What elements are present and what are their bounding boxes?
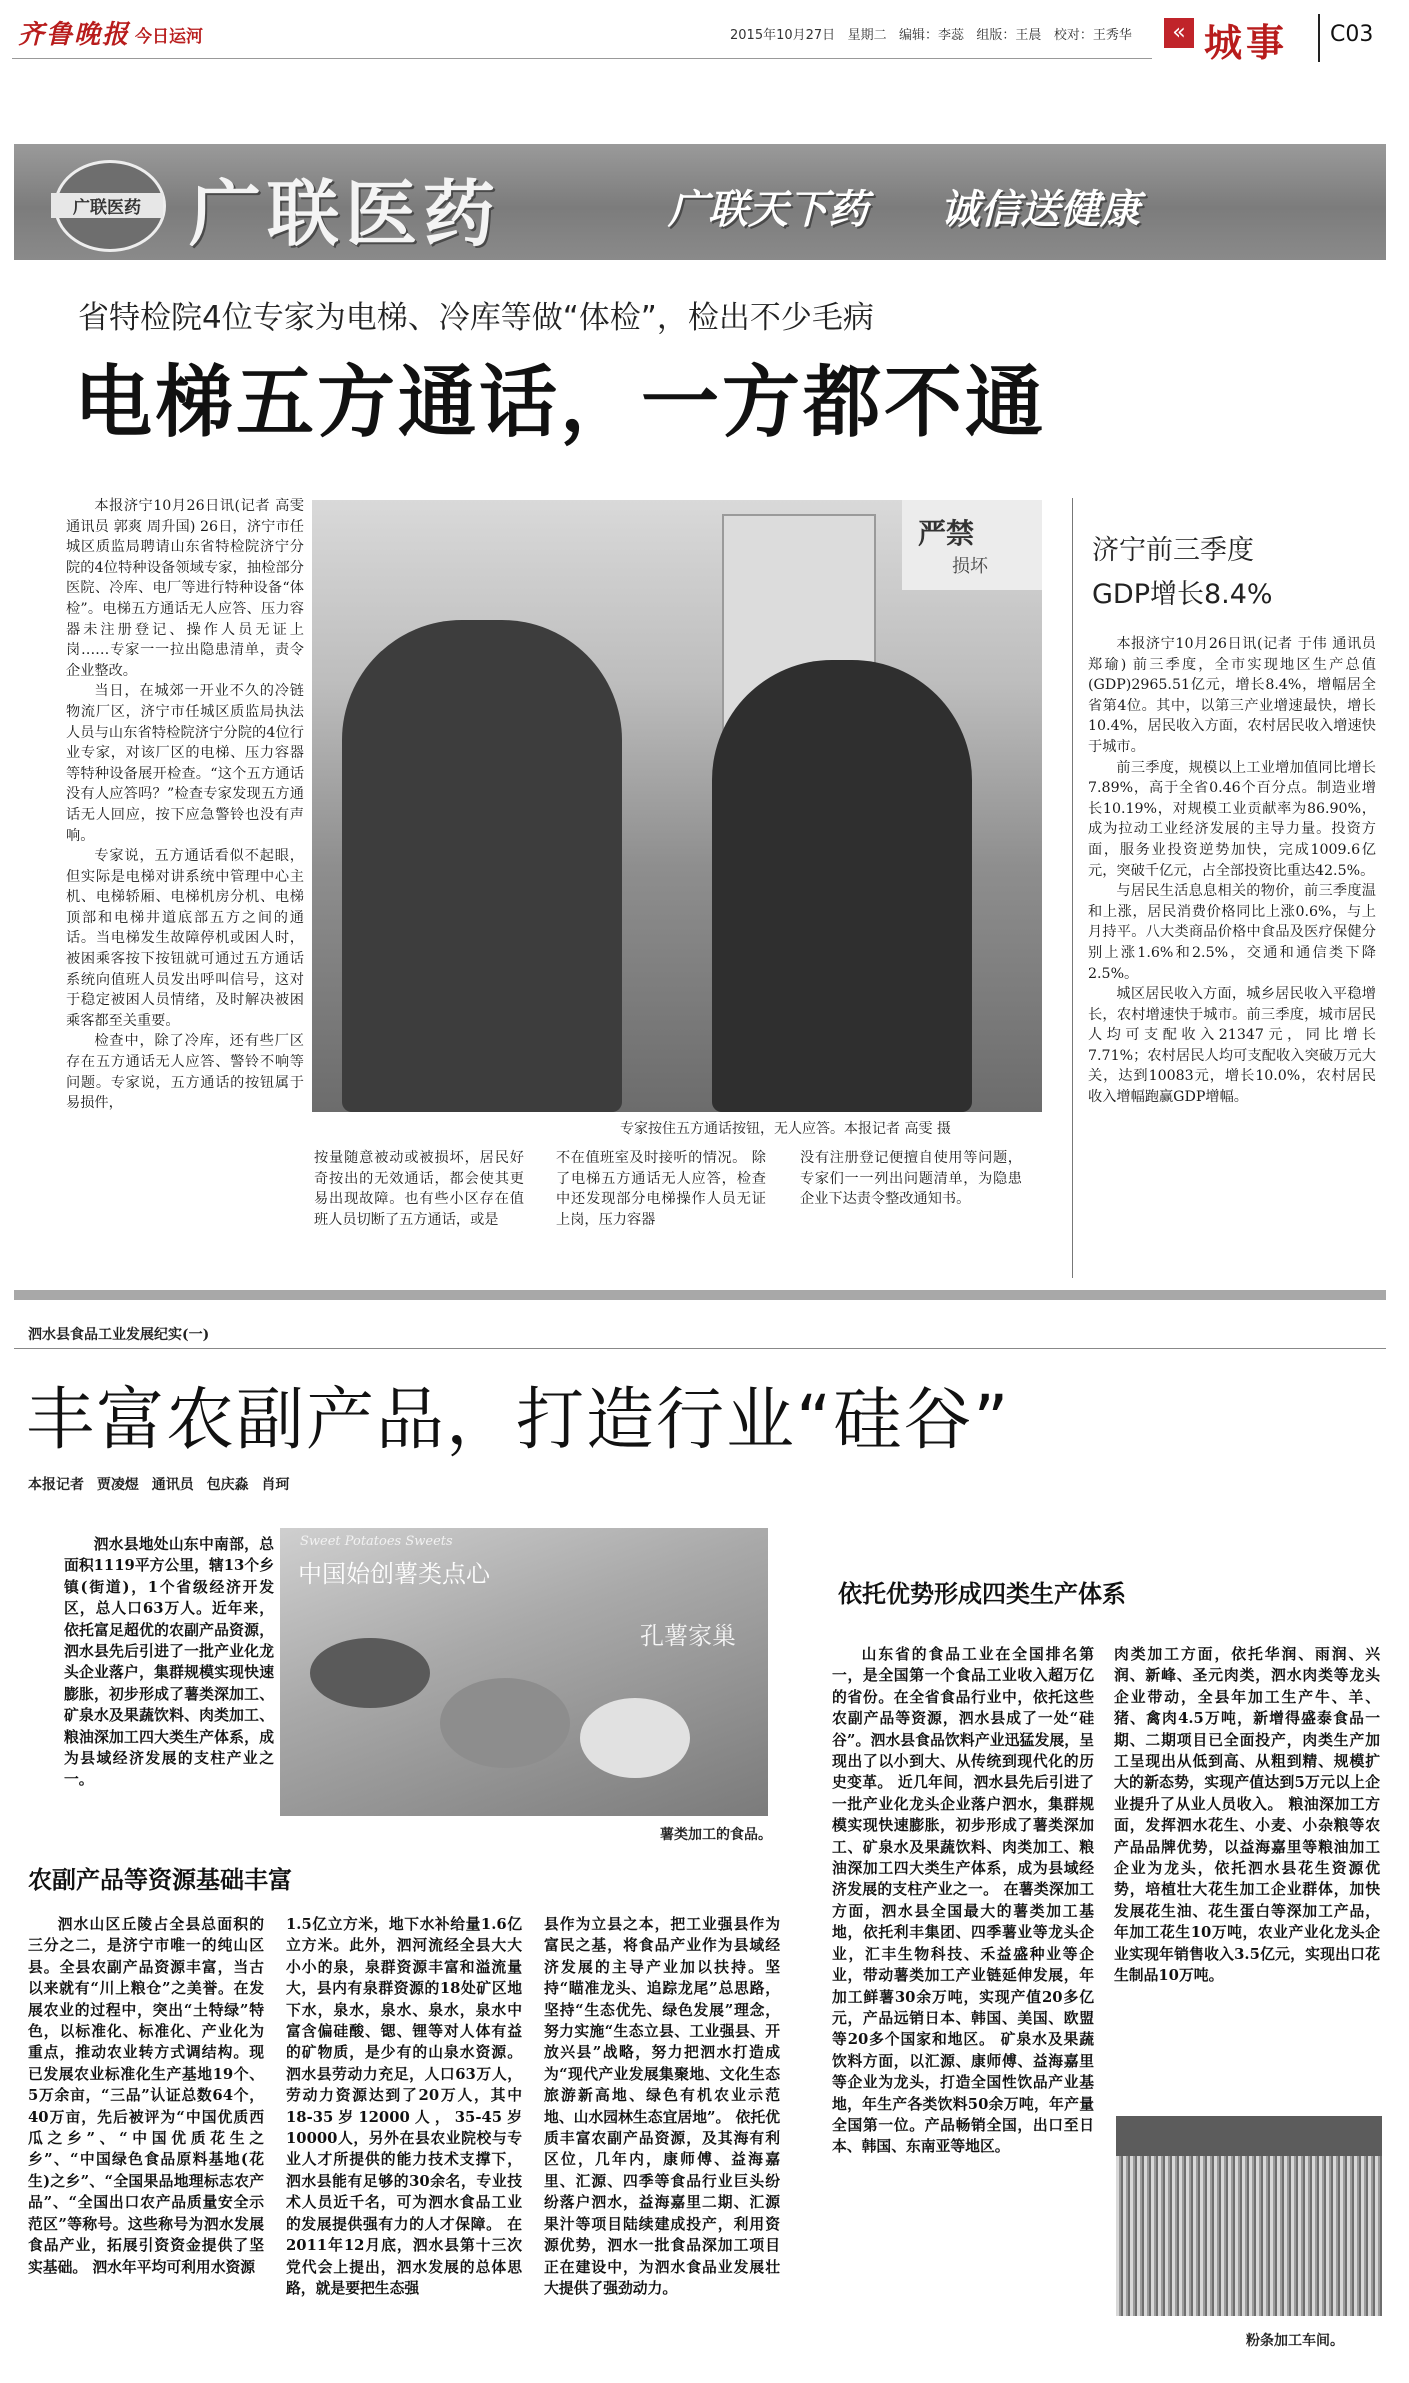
story2-paragraph: 泗水山区丘陵占全县总面积的三分之二，是济宁市唯一的纯山区县。全县农副产品资源丰富，当古以来就有“川上粮仓”之美誉。在发展农业的过程中，突出“土特绿”特色，以标准化、标准化、产业化为重点，推动农业转方式调结构。现已发展农业标准化生产基地19个、5万余亩，“三品”认证总数64个，40万亩，先后被评为“中国优质西瓜之乡”、“中国优质花生之乡”、“中国绿色食品原料基地(花生)之乡”、“全国果品地理标志农产品”、“全国出口农产品质量安全示范区”等称号。这些称号为泗水发展食品产业，拓展引资资金提供了坚实基础。 泗水年平均可利用水资源 — [28, 1916, 264, 2276]
story2-paragraph: 县作为立县之本，把工业强县作为富民之基，将食品产业作为县域经济发展的主导产业加以扶持。坚持“瞄准龙头、追踪龙尾”总思路，坚持“生态优先、绿色发展”理念，努力实施“生态立县、工业强县、开放兴县”战略，努力把泗水打造成为“现代产业发展集聚地、文化生态旅游新高地、绿色有机农业示范地、山水园林生态宜居地”。 依托优质丰富农副产品资源，及其海有利区位，几年内，康师傅、益海嘉里、汇源、四季等食品行业巨头纷纷落户泗水，益海嘉里二期、汇源果汁等项目陆续建成投产，利用资源优势，泗水一批食品深加工项目正在建设中，为泗水食品业发展壮大提供了强劲动力。 — [544, 1916, 780, 2297]
sidebar-paragraph: 前三季度，规模以上工业增加值同比增长7.89%，高于全省0.46个百分点。制造业增长10.19%，对规模工业贡献率为86.90%，成为拉动工业经济发展的主导力量。投资方面，服务业投资逆势加快，完成1009.6亿元，突破千亿元，占全部投资比重达42.5%。 — [1088, 759, 1376, 879]
photo-sign-text-2: 损坏 — [952, 556, 988, 577]
noodle-factory-photo — [1116, 2116, 1382, 2316]
sidebar-body — [1088, 634, 1376, 1108]
section-divider — [14, 1290, 1386, 1300]
ad-badge-icon — [54, 160, 166, 252]
story1-paragraph: 专家说，五方通话看似不起眼，但实际是电梯对讲系统中管理中心主机、电梯轿厢、电梯机房分机、电梯顶部和电梯井道底部五方之间的通话。当电梯发生故障停机或困人时，被困乘客按下按钮就可通过五方通话系统向值班人员发出呼叫信号，这对于稳定被困人员情绪，及时解决被困乘客都至关重要。 — [66, 848, 304, 1029]
noodle-photo-caption: 粉条加工车间。 — [1246, 2333, 1344, 2349]
person-left-figure — [342, 620, 622, 1112]
editor-credit: 编辑：李蕊 — [899, 28, 965, 43]
story2-column-a — [28, 1914, 264, 2278]
ad-badge-text: 广联医药 — [51, 193, 163, 218]
story2-paragraph: 肉类加工方面，依托华润、雨润、兴润、新峰、圣元肉类，泗水肉类等龙头企业带动，全县年加工生产牛、羊、猪、禽肉4.5万吨，新增得盛泰食品一期、二期项目已全面投产，肉类生产加工呈现出从低到高、从粗到精、规模扩大的新态势，实现产值达到5万元以上企业提升了从业人员收入。 粮油深加工方面，发挥泗水花生、小麦、小杂粮等农产品品牌优势，以益海嘉里等粮油加工企业为龙头，依托泗水县花生资源优势，培植壮大花生加工企业群体，加快发展花生油、花生蛋白等深加工产品，年加工花生10万吨，农业产业化龙头企业实现年销售收入3.5亿元，实现出口花生制品10万吨。 — [1114, 1646, 1380, 1985]
story1-paragraph: 没有注册登记便擅自使用等问题，专家们一一列出问题清单，为隐患企业下达责令整改通知书。 — [800, 1150, 1022, 1208]
story2-column-d — [832, 1644, 1094, 2158]
ad-slogan-2: 诚信送健康 — [940, 187, 1140, 233]
story1-paragraph: 不在值班室及时接听的情况。 除了电梯五方通话无人应答，检查中还发现部分电梯操作人员无证上岗，压力容器 — [556, 1150, 766, 1228]
newspaper-logo: 齐鲁晚报 — [18, 20, 131, 50]
section-title: 城事 — [1204, 21, 1289, 65]
food-photo-script: Sweet Potatoes Sweets — [300, 1534, 453, 1549]
story2-paragraph: 山东省的食品工业在全国排名第一，是全国第一个食品工业收入超万亿的省份。在全省食品行业中，依托这些农副产品等资源，泗水县成了一处“硅谷”。泗水县食品饮料产业迅猛发展，呈现出了以小到大、从传统到现代化的历史变革。 近几年间，泗水县先后引进了一批产业化龙头企业落户泗水，集群规模实现快速膨胀，初步形成了薯类深加工、矿泉水及果蔬饮料、肉类加工、粮油深加工四大类生产体系，成为县域经济发展的支柱产业之一。 在薯类深加工方面，泗水县全国最大的薯类加工基地，依托利丰集团、四季薯业等龙头企业，汇丰生物科技、禾益盛种业等企业，带动薯类加工产业链延伸发展，年加工鲜薯30余万吨，实现产值20多亿元，产品远销日本、韩国、美国、欧盟等20多个国家和地区。 矿泉水及果蔬饮料方面，以汇源、康师傅、益海嘉里等企业为龙头，打造全国性饮品产业基地，年生产各类饮料50余万吨，年产量全国第一位。产品畅销全国，出口至日本、韩国、东南亚等地区。 — [832, 1646, 1094, 2156]
story1-column-2 — [314, 1148, 524, 1230]
story1-column-4 — [800, 1148, 1022, 1210]
sidebar-paragraph: 与居民生活息息相关的物价，前三季度温和上涨，居民消费价格同比上涨0.6%，与上月持平。八大类商品价格中食品及医疗保健分别上涨1.6%和2.5%，交通和通信类下降2.5%。 — [1088, 883, 1376, 982]
story2-column-e — [1114, 1644, 1380, 1987]
sidebar-paragraph: 城区居民收入方面，城乡居民收入平稳增长，农村增速快于城市。前三季度，城市居民人均可支配收入21347元，同比增长7.71%；农村居民人均可支配收入突破万元大关，达到10083元，增长10.0%，农村居民收入增幅跑赢GDP增幅。 — [1088, 986, 1376, 1106]
story1-column-1 — [66, 496, 304, 1114]
elevator-photo-caption: 专家按住五方通话按钮，无人应答。本报记者 高雯 摄 — [620, 1121, 951, 1137]
ad-slogan-1: 广联天下药 — [668, 187, 868, 233]
story2-intro — [64, 1534, 274, 1791]
story2-headline: 丰富农副产品，打造行业“硅谷” — [26, 1381, 1011, 1460]
ad-banner — [14, 144, 1386, 260]
issue-weekday: 星期二 — [847, 28, 887, 43]
story2-column-b — [286, 1914, 522, 2299]
story2-column-c — [544, 1914, 780, 2299]
photo-sign-text-1: 严禁 — [918, 517, 975, 550]
story1-paragraph: 检查中，除了冷库，还有些厂区存在五方通话无人应答、警铃不响等问题。专家说，五方通话的按钮属于易损件， — [66, 1033, 304, 1112]
story2-byline: 本报记者 贾凌煜 通讯员 包庆淼 肖珂 — [28, 1477, 290, 1493]
story1-kicker: 省特检院4位专家为电梯、冷库等做“体检”，检出不少毛病 — [78, 300, 874, 336]
person-right-figure — [712, 660, 972, 1112]
story1-paragraph: 按量随意被动或被损坏，居民好奇按出的无效通话，都会使其更易出现故障。也有些小区存在值班人员切断了五方通话，或是 — [314, 1150, 524, 1228]
story2-series-label: 泗水县食品工业发展纪实(一) — [28, 1327, 210, 1343]
story1-paragraph: 本报济宁10月26日讯(记者 高雯 通讯员 郭爽 周升国) 26日，济宁市任城区质监局聘请山东省特检院济宁分院的4位特种设备领域专家，抽检部分医院、冷库、电厂等进行特种设备“体检”。电梯五方通话无人应答、压力容器未注册登记、操作人员无证上岗……专家一一拉出隐患清单，责令企业整改。 — [66, 498, 304, 679]
ad-name: 广联医药 — [189, 172, 502, 256]
food-photo-caption: 薯类加工的食品。 — [660, 1827, 772, 1843]
elevator-photo — [312, 500, 1042, 1112]
story2-paragraph: 1.5亿立方米，地下水补给量1.6亿立方米。此外，泗河流经全县大大小小的泉，泉群资源丰富和溢流量大，县内有泉群资源的18处矿区地下水，泉水，泉水、泉水，泉水中富含偏硅酸、锶、锂等对人体有益的矿物质，是少有的山泉水资源。泗水县劳动力充足，人口63万人，劳动力资源达到了20万人，其中18-35岁12000人，35-45岁10000人，另外在县农业院校与专业人才所提供的能力技术支撑下，泗水县能有足够的30余名，专业技术人员近千名，可为泗水食品工业的发展提供强有力的人才保障。 在2011年12月底，泗水县第十三次党代会上提出，泗水发展的总体思路，就是要把生态强 — [286, 1916, 522, 2297]
story2-subhead-2: 依托优势形成四类生产体系 — [838, 1580, 1126, 1608]
food-photo-brand: 孔薯家巢 — [640, 1622, 736, 1650]
sidebar-title-1: 济宁前三季度 — [1092, 535, 1254, 566]
issue-date: 2015年10月27日 — [730, 28, 836, 43]
story1-headline: 电梯五方通话，一方都不通 — [74, 358, 1047, 448]
edition-name: 今日运河 — [135, 27, 203, 47]
story1-column-3 — [556, 1148, 766, 1230]
section-chevron-icon: « — [1164, 18, 1194, 48]
proof-credit: 校对：王秀华 — [1053, 28, 1132, 43]
page-number: C03 — [1330, 22, 1374, 47]
story1-paragraph: 当日，在城郊一开业不久的冷链物流厂区，济宁市任城区质监局执法人员与山东省特检院济宁分院的4位行业专家，对该厂区的电梯、压力容器等特种设备展开检查。“这个五方通话没有人应答吗？”检查专家发现五方通话无人回应，按下应急警铃也没有声响。 — [66, 683, 304, 844]
story2-subhead-1: 农副产品等资源基础丰富 — [28, 1866, 292, 1894]
food-photo — [280, 1528, 768, 1816]
story2-intro-text: 泗水县地处山东中南部，总面积1119平方公里，辖13个乡镇(街道)，1个省级经济开发区，总人口63万人。近年来，依托富足超优的农副产品资源，泗水县先后引进了一批产业化龙头企业落户，集群规模实现快速膨胀，初步形成了薯类深加工、矿泉水及果蔬饮料、肉类加工、粮油深加工四大类生产体系，成为县域经济发展的支柱产业之一。 — [64, 1536, 274, 1789]
photo-sign — [902, 500, 1042, 590]
layout-credit: 组版：王晨 — [976, 28, 1042, 43]
food-photo-title: 中国始创薯类点心 — [298, 1560, 490, 1588]
sidebar-title-2: GDP增长8.4% — [1092, 579, 1273, 610]
sidebar-paragraph: 本报济宁10月26日讯(记者 于伟 通讯员 郑瑜) 前三季度，全市实现地区生产总值(GDP)2965.51亿元，增长8.4%，增幅居全省第4位。其中，以第三产业增速最快，增长10.4%，居民收入方面，农村居民收入增速快于城市。 — [1088, 636, 1376, 755]
